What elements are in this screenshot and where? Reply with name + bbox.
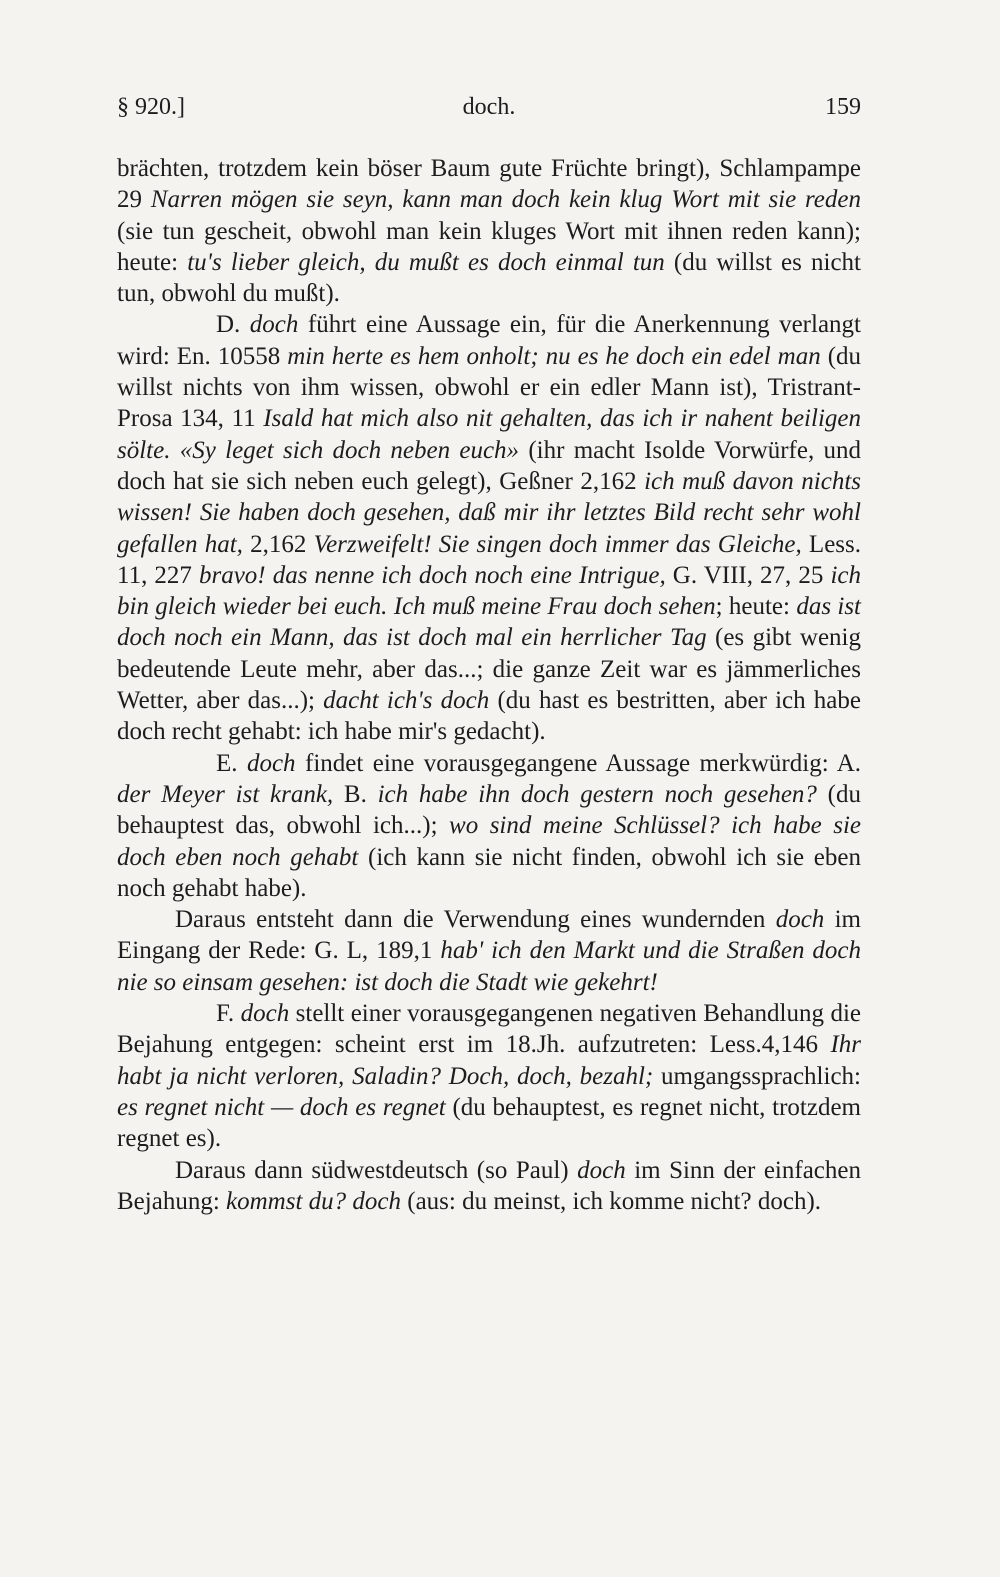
italic-quotation: Ihr habt ja nicht verloren, Saladin? Doch, doch, bezahl; (117, 1031, 861, 1090)
section-reference: § 920.] (117, 94, 185, 120)
text-run: G. VIII, 27, 25 (665, 561, 831, 589)
text-run: E. (216, 749, 247, 777)
italic-quotation: Verzweifelt! Sie singen doch immer das Gleiche, (313, 530, 802, 558)
italic-quotation: Isald hat mich also nit gehalten, das ich ir nahent beiligen sölte. «Sy leget sich doch neben euch» (117, 405, 861, 464)
italic-quotation: dacht ich's doch (323, 687, 490, 715)
text-run: 2,162 (242, 530, 314, 558)
text-run: (sie tun gescheit, obwohl man kein kluges Wort mit ihnen reden kann); heute: (117, 217, 861, 276)
italic-quotation: das ist doch noch ein Mann, das ist doch mal ein herrlicher Tag (117, 593, 861, 652)
italic-quotation: hab' ich den Markt und die Straßen doch nie so einsam gesehen: ist doch die Stadt wie gekehrt! (117, 937, 861, 996)
text-run: brächten, trotzdem kein böser Baum gute Früchte bringt), Schlampampe 29 (117, 155, 861, 214)
italic-quotation: der Meyer ist krank, (117, 780, 334, 808)
italic-quotation: es regnet nicht — doch es regnet (117, 1093, 446, 1121)
header-headword: doch. (462, 94, 516, 120)
text-run: (du behauptest das, obwohl ich...); (117, 780, 861, 840)
italic-quotation: bravo! das nenne ich doch noch eine Intrigue, (198, 561, 666, 589)
text-run: (es gibt wenig bedeutende Leute mehr, aber das...; die ganze Zeit war es jämmerliches Wetter, aber das...); (117, 624, 862, 715)
italic-quotation: kommst du? doch (226, 1187, 401, 1215)
body-text (117, 153, 861, 1217)
text-run: (du willst es nicht tun, obwohl du mußt). (117, 248, 861, 308)
italic-quotation: ich habe ihn doch gestern noch gesehen? (377, 780, 817, 808)
text-run: findet eine vorausgegangene Aussage merkwürdig: A. (295, 749, 861, 777)
text-run: F. (216, 1000, 241, 1028)
text-run: (du behauptest, es regnet nicht, trotzdem regnet es). (117, 1093, 861, 1153)
italic-quotation: Narren mögen sie seyn, kann man doch kein klug Wort mit sie reden (150, 186, 861, 214)
text-run: stellt einer vorausgegangenen negativen Behandlung die Bejahung entgegen: scheint erst im 18.Jh. aufzutreten: Less.4,146 (117, 1000, 861, 1059)
italic-quotation: doch (246, 749, 296, 777)
text-run: Less. 11, 227 (117, 530, 861, 589)
italic-quotation: tu's lieber gleich, du mußt es doch einmal tun (187, 248, 665, 276)
text-run: B. (333, 780, 378, 808)
paragraph (117, 153, 861, 309)
italic-quotation: wo sind meine Schlüssel? ich habe sie doch eben noch gehabt (117, 812, 861, 871)
paragraph (117, 904, 861, 998)
text-run: im Eingang der Rede: G. L, 189,1 (117, 906, 861, 965)
paragraph (117, 1155, 861, 1218)
text-run: Daraus entsteht dann die Verwendung eines wundernden (175, 906, 776, 934)
text-run: (ihr macht Isolde Vorwürfe, und doch hat sie sich neben euch gelegt), Geßner 2,162 (117, 436, 861, 495)
page-number: 159 (825, 94, 861, 120)
paragraph (117, 309, 861, 747)
italic-quotation: ich muß davon nichts wissen! Sie haben doch gesehen, daß mir ihr letztes Bild recht sehr wohl gefallen hat, (117, 467, 861, 558)
text-run: im Sinn der einfachen Bejahung: (117, 1156, 861, 1215)
italic-quotation: min herte es hem onholt; nu es he doch ein edel man (287, 342, 821, 370)
italic-quotation: ich bin gleich wieder bei euch. Ich muß meine Frau doch sehen (117, 561, 861, 621)
text-run: (du willst nichts von ihm wissen, obwohl er ein edler Mann ist), Tristrant-Prosa 134, 11 (117, 342, 862, 433)
italic-quotation: doch (249, 311, 299, 339)
text-run: (du hast es bestritten, aber ich habe doch recht gehabt: ich habe mir's gedacht). (117, 687, 861, 746)
text-run: führt eine Aussage ein, für die Anerkennung verlangt wird: En. 10558 (117, 311, 861, 370)
italic-quotation: doch (240, 1000, 290, 1028)
italic-quotation: doch (577, 1156, 626, 1184)
italic-quotation: doch (775, 906, 825, 934)
text-run: (aus: du meinst, ich komme nicht? doch). (401, 1187, 822, 1215)
text-run: (ich kann sie nicht finden, obwohl ich sie eben noch gehabt habe). (117, 843, 861, 902)
paragraph (117, 998, 861, 1154)
paragraph (117, 748, 861, 904)
text-run: D. (216, 311, 250, 339)
text-run: umgangssprachlich: (653, 1062, 861, 1090)
text-run: Daraus dann südwestdeutsch (so Paul) (175, 1156, 578, 1184)
text-run: ; heute: (715, 593, 797, 621)
